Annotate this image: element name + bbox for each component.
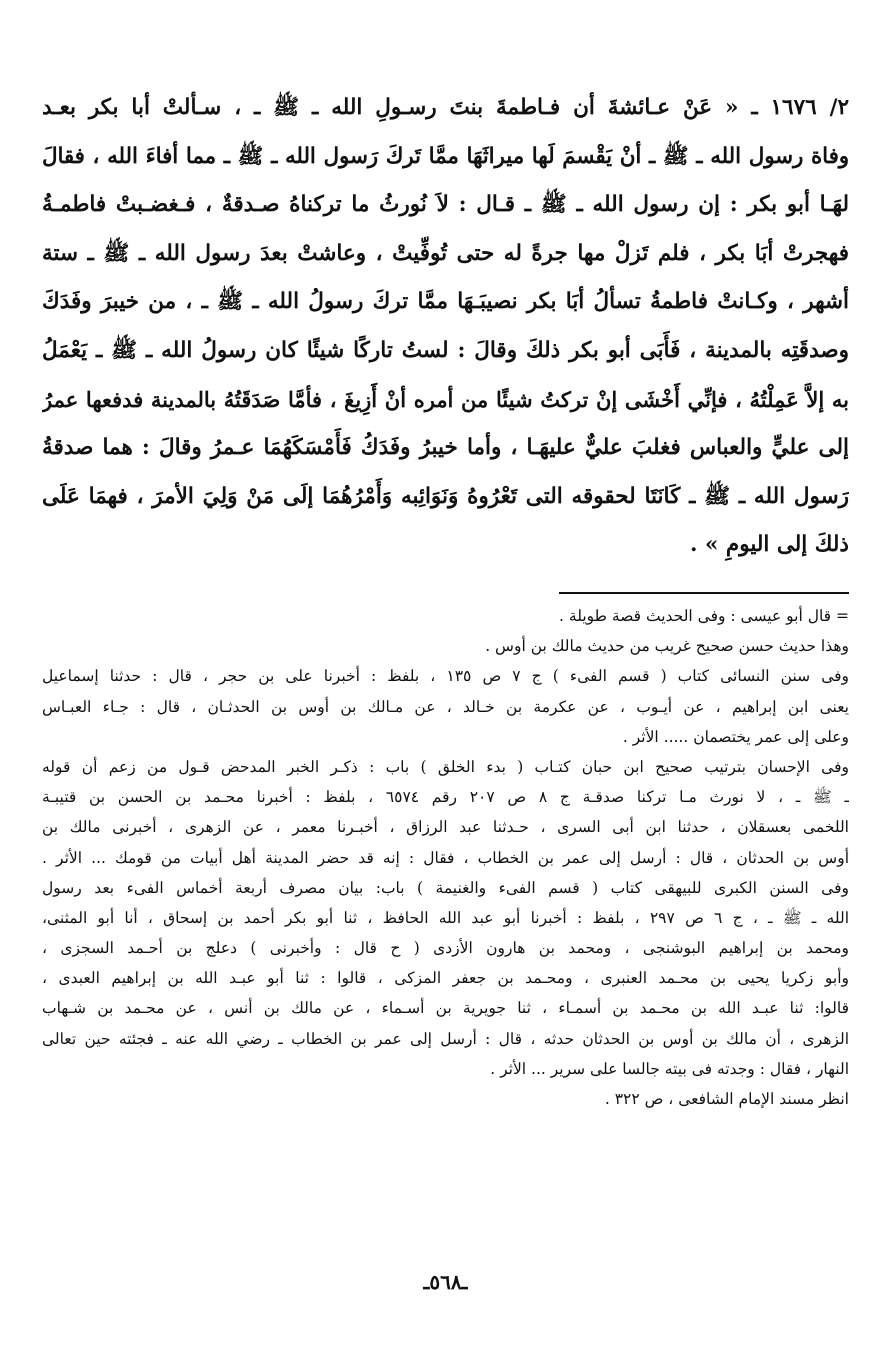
footnote-line: يعنى ابن إبراهيم ، عن أيـوب ، عن عكرمة بن خـالد ، عن مـالك بن أوس بن الحدثـان ، قال : جـاء العبـاس (42, 697, 849, 716)
footnote-line: أوس بن الحدثان ، قال : أرسل إلى عمر بن الخطاب ، فقال : إنه قد حضر المدينة أهل أبيات من قومك ... الأثر . (42, 848, 849, 867)
footnote-line: النهار ، فقال : وجدته فى بيته جالسا على سرير ... الأثر . (490, 1059, 849, 1078)
hadith-line: أشهر ، وكـانتْ فاطمةُ تسألُ أبَا بكر نصيبَـهَا ممَّا تركَ رسولُ الله ـ ﷺ ـ ، من خيبرَ وفَدَكَ (42, 289, 849, 315)
footnote-line: الزهرى ، أن مالك بن أوس بن الحدثان حدثه ، قال : أرسل إلى عمر بن الخطاب ـ رضي الله عنه ـ فجئته حين تعالى (42, 1029, 849, 1048)
hadith-line: ذلكَ إلى اليومِ » . (690, 532, 849, 558)
footnote-line: وعلى إلى عمر يختصمان ..... الأثر . (622, 727, 849, 746)
page-number: ـ٥٦٨ـ (423, 1270, 468, 1294)
footnote-line: وأبو زكريا يحيى بن محـمد العنبرى ، ومحـمد بن جعفر المزكى ، قالوا : ثنا أبو عبـد الله بن إبراهيم العبدى ، (42, 969, 849, 988)
footnote-line: وفى السنن الكبرى للبيهقى كتاب ( قسم الفىء والغنيمة ) باب: بيان مصرف أربعة أخماس الفىء بعد رسول (42, 878, 849, 897)
hadith-line: به إلاَّ عَمِلْتُهُ ، فإنِّي أَخْشَى إنْ تركتُ شيئًا من أمره أنْ أَزِيغَ ، فأمَّا صَدَقَتُهُ بالمدينة فدفعها عمرُ (42, 386, 849, 412)
footnote-line: اللخمى بعسقلان ، حدثنا ابن أبى السرى ، حـدثنا عبد الرزاق ، أخبـرنا معمر ، عن الزهرى ، أخبرنى مالك بن (42, 818, 849, 837)
footnote-line: قالوا: ثنا عبـد الله بن محـمد بن أسمـاء ، ثنا جويرية بن أسـماء ، عن مالك بن أنس ، عن محـمد بن شـهاب (42, 999, 849, 1018)
footnote-line: وفى سنن النسائى كتاب ( قسم الفىء ) ج ٧ ص ١٣٥ ، بلفظ : أخبرنا على بن حجر ، قال : حدثنا إسماعيل (42, 667, 849, 686)
footnote-line: ـ ﷺ ـ ، لا نورث مـا تركنا صدقـة ج ٨ ص ٢٠٧ رقم ٦٥٧٤ ، بلفظ : أخبرنا محـمد بن الحسن بن قتيبـة (42, 788, 849, 807)
hadith-line: ٢/ ١٦٧٦ ـ « عَنْ عـائشةَ أن فـاطمةَ بنتَ رسـولِ الله ـ ﷺ ـ ، سـألتْ أبا بكر بعـد (42, 95, 849, 120)
hadith-line: وصدقَتِه بالمدينة ، فَأَبَى أبو بكر ذلكَ وقالَ : لستُ تاركًا شيئًا كان رسولُ الله ـ ﷺ ـ يَعْمَلُ (42, 337, 849, 363)
hadith-line: إلى عليٍّ والعباس فغلبَ عليٌّ عليهَـا ، وأما خيبرُ وفَدَكُ فَأَمْسَكَهُمَا عـمرُ وقالَ : هما صدقةُ (42, 435, 849, 461)
hadith-line: لهَـا أبو بكر : إن رسول الله ـ ﷺ ـ قـال : لاَ نُورثُ ما تركناهُ صـدقةٌ ، فـغضـبتْ فاطمـةُ (42, 192, 849, 218)
footnote-line: الله ـ ﷺ ـ ، ج ٦ ص ٢٩٧ ، بلفظ : أخبرنا أبو عبد الله الحافظ ، ثنا أبو بكر أحمد بن إسحاق ، أنا أبو المثنى، (42, 908, 849, 927)
footnote-line: وهذا حديث حسن صحيح غريب من حديث مالك بن أوس . (485, 637, 849, 656)
hadith-text (42, 84, 849, 570)
footnote-line: = قال أبو عيسى : وفى الحديث قصة طويلة . (559, 607, 849, 625)
footnotes (42, 601, 849, 1114)
footnote-separator (559, 592, 849, 594)
hadith-line: وفاة رسول الله ـ ﷺ ـ أنْ يَقْسمَ لَها ميراثَهَا ممَّا تَركَ رَسول الله ـ ﷺ ـ مما أفاءَ الله ، فقالَ (42, 143, 849, 169)
footnote-line: وفى الإحسان بترتيب صحيح ابن حبان كتـاب ( بدء الخلق ) باب : ذكـر الخبر المدحض قـول من زعم أن قوله (42, 757, 849, 776)
hadith-line: رَسول الله ـ ﷺ ـ كَانَتَا لحقوقه التى تَعْرُوهُ وَنَوَائِبه وَأَمْرُهُمَا إلَى مَنْ وَلِيَ الأمرَ ، فهمَا عَلَى (42, 483, 849, 509)
document-page (42, 0, 849, 1357)
hadith-line: فهجرتْ أبَا بكر ، فلم تَزلْ مها جرةً له حتى تُوفِّيتْ ، وعاشتْ بعدَ رسول الله ـ ﷺ ـ ستة (42, 240, 849, 266)
footnote-line: ومحمد بن إبراهيم البوشنجى ، ومحمد بن هارون الأزدى ( ح قال : وأخبرنى ) دعلج بن أحـمد السجزى ، (42, 939, 849, 958)
footnote-line: انظر مسند الإمام الشافعى ، ص ٣٢٢ . (604, 1090, 849, 1108)
